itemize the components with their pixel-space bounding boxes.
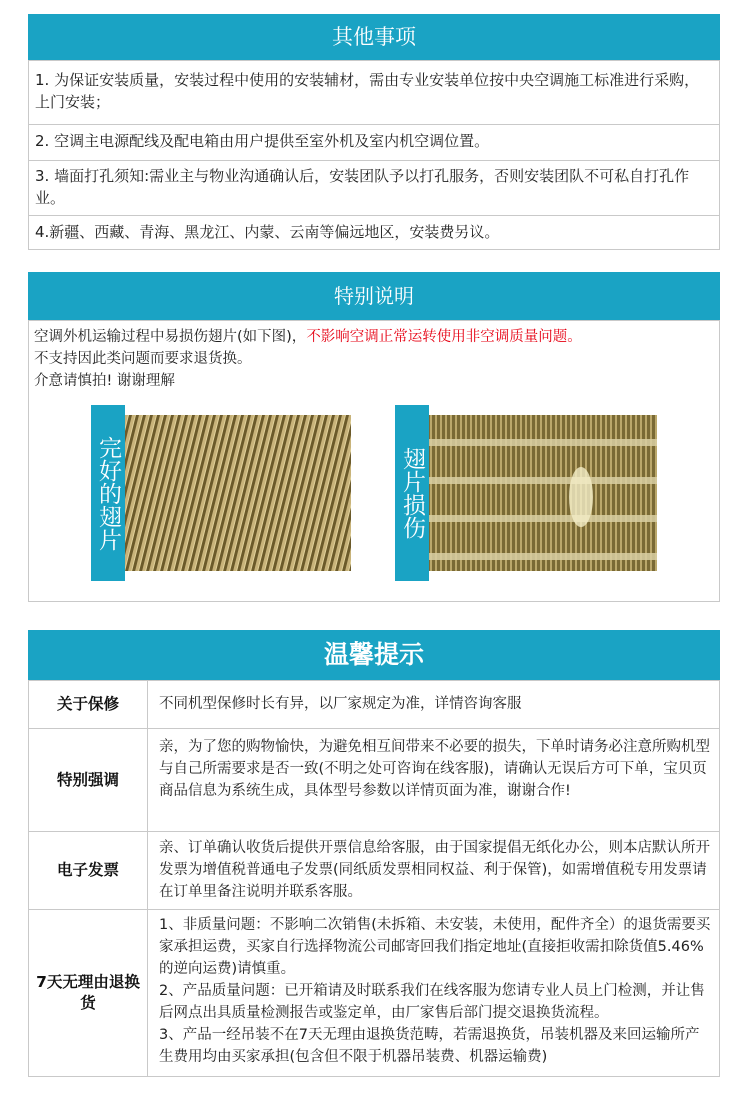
returns-rule-2: 2、产品质量问题：已开箱请及时联系我们在线客服为您请专业人员上门检测，并让售后网点出具质量检测报告或鉴定单，由厂家售后部门提交退换货流程。	[159, 983, 705, 1021]
note-item-2: 2. 空调主电源配线及配电箱由用户提供至室外机及室内机空调位置。	[35, 132, 490, 150]
damaged-fins-label: 翅片损伤	[395, 405, 429, 581]
note-item-1: 1. 为保证安装质量，安装过程中使用的安装辅材，需由专业安装单位按中央空调施工标准进行采购，上门安装；	[35, 71, 700, 111]
row-label: 7天无理由退换货	[36, 973, 140, 1012]
row-text: 亲，为了您的购物愉快，为避免相互间带来不必要的损失，下单时请务必注意所购机型与自己所需要求是否一致(不明之处可咨询在线客服)，请确认无误后方可下单，宝贝页商品信息为系统生成，具体型号参数以详情页面为准，谢谢合作!	[159, 739, 710, 799]
transport-note	[34, 327, 713, 348]
note-item-4: 4.新疆、西藏、青海、黑龙江、内蒙、云南等偏远地区，安装费另议。	[35, 223, 500, 241]
section1-title: 其他事项	[332, 25, 416, 49]
section2-header	[28, 272, 720, 320]
row-label: 电子发票	[56, 861, 119, 879]
row-label: 特别强调	[56, 770, 119, 789]
returns-rule-3: 3、产品一经吊装不在7天无理由退换货范畴，若需退换货，吊装机器及来回运输所产生费用均由买家承担(包含但不限于机器吊装费、机器运输费)	[159, 1027, 700, 1065]
row-text: 不同机型保修时长有异，以厂家规定为准，详情咨询客服	[159, 696, 522, 712]
intact-fins-image	[125, 415, 351, 571]
transport-note-normal: 空调外机运输过程中易损伤翅片(如下图)，	[34, 329, 307, 345]
section2-title: 特别说明	[334, 284, 414, 308]
table-row-warranty	[29, 681, 719, 728]
section1-box	[28, 60, 720, 250]
returns-rule-1: 1、非质量问题：不影响二次销售(未拆箱、未安装，未使用，配件齐全）的退货需要买家承担运费，买家自行选择物流公司邮寄回我们指定地址(直接拒收需扣除货值5.46%的逆向运费)请慎重。	[159, 917, 711, 977]
section3-title: 温馨提示	[323, 640, 424, 669]
section2-box	[28, 320, 720, 602]
transport-note-warning: 不影响空调正常运转使用非空调质量问题。	[306, 329, 582, 345]
note-item-3: 3. 墙面打孔须知:需业主与物业沟通确认后，安装团队予以打孔服务，否则安装团队不可私自打孔作业。	[35, 167, 690, 207]
row-label: 关于保修	[56, 695, 119, 713]
damaged-fins-image	[429, 415, 657, 571]
table-row-invoice	[29, 832, 719, 909]
section1-header	[28, 14, 720, 60]
no-return-note: 不支持因此类问题而要求退货换。	[34, 351, 252, 367]
table-row-returns	[29, 910, 719, 1076]
row-text	[159, 914, 711, 1068]
section3-header	[28, 630, 720, 680]
table-row-special	[29, 729, 719, 831]
row-text: 亲、订单确认收货后提供开票信息给客服，由于国家提倡无纸化办公，则本店默认所开发票为增值税普通电子发票(同纸质发票相同权益、利于保管)，如需增值税专用发票请在订单里备注说明并联系客服。	[159, 840, 710, 900]
intact-fins-label: 完好的翅片	[91, 405, 125, 581]
tips-table	[28, 680, 720, 1077]
caution-note: 介意请慎拍! 谢谢理解	[34, 373, 175, 389]
